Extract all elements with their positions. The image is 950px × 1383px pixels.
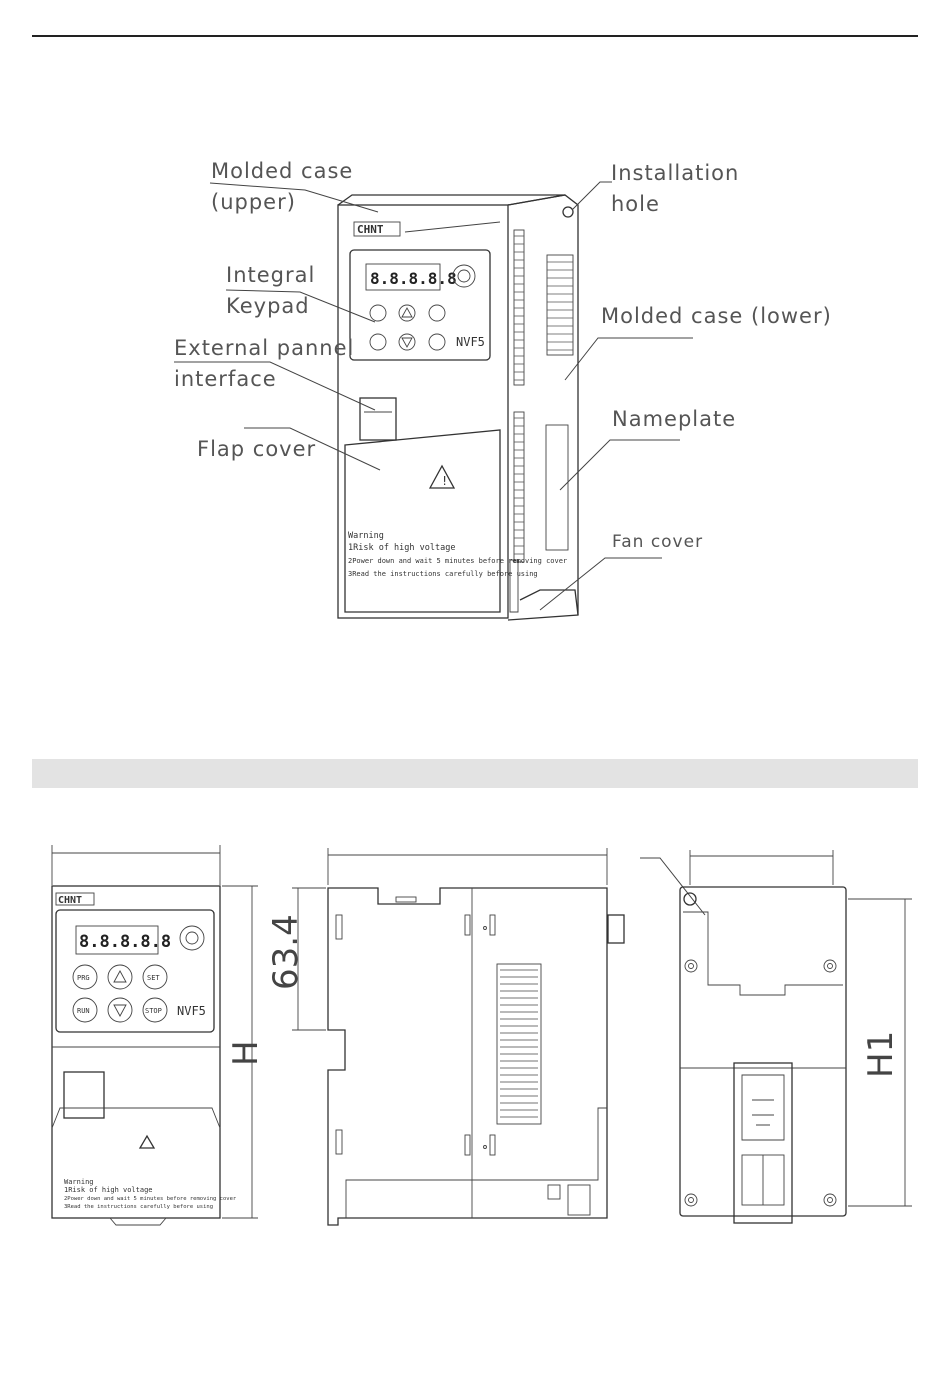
warning-text-2: 1Risk of high voltage	[348, 543, 456, 553]
svg-text:2Power down and wait 5 minutes: 2Power down and wait 5 minutes before removing cover	[64, 1196, 237, 1202]
rear-mount-hole	[684, 893, 696, 905]
label-molded-case-upper-2: (upper)	[211, 190, 296, 214]
svg-text:3Read the instructions careful: 3Read the instructions carefully before using	[64, 1204, 214, 1210]
side-housing	[328, 888, 607, 1225]
warning-text-3: 2Power down and wait 5 minutes before removing cover	[348, 557, 568, 565]
display-digits: 8.8.8.8.8	[370, 269, 457, 288]
dim-h: H	[226, 1040, 266, 1066]
key-stop	[429, 334, 445, 350]
label-integral-keypad-1: Integral	[226, 263, 316, 287]
external-panel-port	[360, 398, 396, 440]
side-view	[266, 848, 624, 1225]
top-face	[338, 195, 565, 205]
svg-text:PRG: PRG	[77, 974, 90, 982]
flap-cover	[345, 430, 500, 612]
isometric-view	[338, 195, 578, 620]
label-installation-hole-1: Installation	[611, 161, 740, 185]
dim-h1: H1	[861, 1030, 901, 1078]
svg-text:SET: SET	[147, 974, 160, 982]
label-external-panel-1: External pannel	[174, 336, 355, 360]
front-model: NVF5	[177, 1004, 206, 1018]
svg-text:!: !	[441, 474, 449, 488]
side-connector	[608, 915, 624, 943]
label-external-panel-2: interface	[174, 367, 277, 391]
front-panel-port	[64, 1072, 104, 1118]
label-integral-keypad-2: Keypad	[226, 294, 310, 318]
key-run	[370, 334, 386, 350]
key-prg	[370, 305, 386, 321]
front-brand: CHNT	[58, 895, 83, 906]
label-installation-hole-2: hole	[611, 192, 660, 216]
model-name: NVF5	[456, 335, 485, 349]
rear-view	[640, 850, 912, 1223]
svg-text:STOP: STOP	[145, 1007, 162, 1015]
front-view	[52, 845, 266, 1225]
label-molded-case-lower: Molded case (lower)	[601, 304, 832, 328]
label-flap-cover: Flap cover	[197, 437, 317, 461]
brand-logo: CHNT	[357, 223, 384, 236]
nameplate-panel	[546, 425, 568, 550]
callout-labels	[174, 159, 832, 552]
warning-text-4: 3Read the instructions carefully before using	[348, 570, 538, 578]
label-fan-cover: Fan cover	[612, 532, 704, 552]
installation-hole	[563, 207, 573, 217]
dim-63-4: 63.4	[266, 914, 306, 990]
side-vents	[514, 230, 573, 562]
svg-text:1Risk of high voltage: 1Risk of high voltage	[64, 1186, 153, 1194]
front-knob	[180, 926, 204, 950]
label-molded-case-upper-1: Molded case	[211, 159, 354, 183]
key-set	[429, 305, 445, 321]
warning-text-1: Warning	[348, 531, 384, 541]
label-nameplate: Nameplate	[612, 407, 737, 431]
side-vent-grille	[497, 964, 541, 1124]
svg-text:Warning: Warning	[64, 1178, 94, 1186]
svg-text:RUN: RUN	[77, 1007, 90, 1015]
front-display: 8.8.8.8.8	[79, 932, 172, 952]
